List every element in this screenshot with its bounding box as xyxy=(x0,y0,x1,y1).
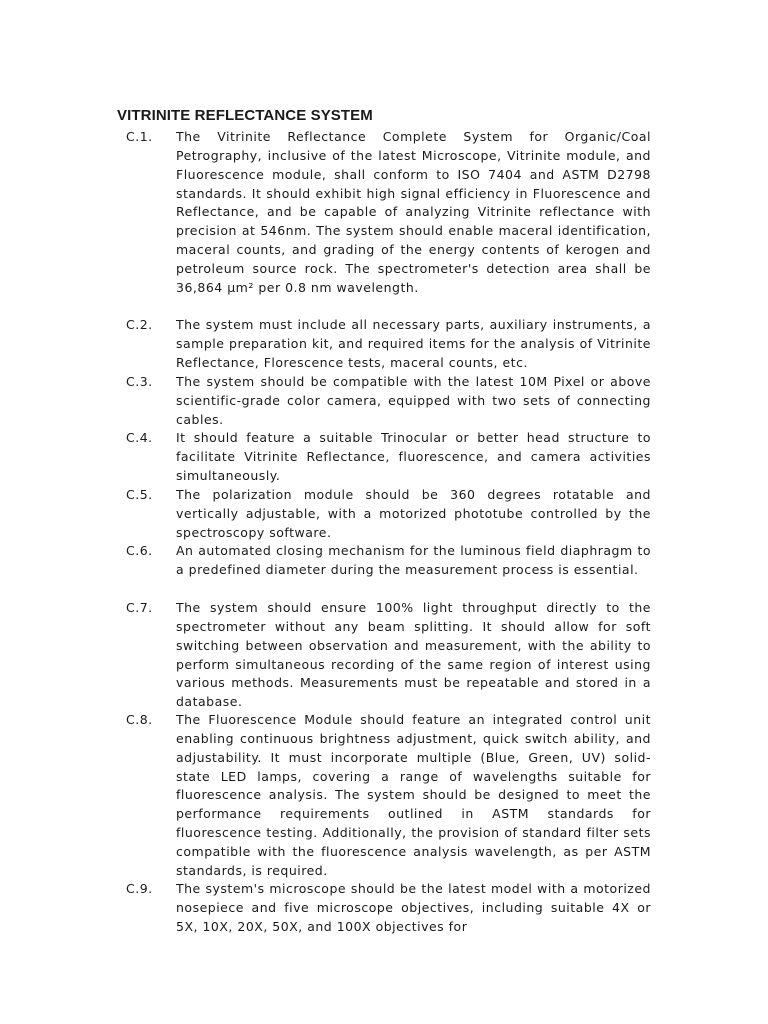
item-number: C.6. xyxy=(126,543,153,558)
item-text: The polarization module should be 360 degrees rotatable and vertically adjustable, with a motorized phototube controlled by the spectroscopy software. xyxy=(176,487,651,540)
item-number: C.8. xyxy=(126,712,153,727)
item-number: C.9. xyxy=(126,881,153,896)
item-text: An automated closing mechanism for the luminous field diaphragm to a predefined diameter during the measurement process is essential. xyxy=(176,543,651,577)
item-number: C.1. xyxy=(126,129,153,144)
item-number: C.7. xyxy=(126,600,153,615)
item-number: C.3. xyxy=(126,374,153,389)
item-number: C.4. xyxy=(126,430,153,445)
document-title: VITRINITE REFLECTANCE SYSTEM xyxy=(117,107,373,124)
item-text: The system must include all necessary parts, auxiliary instruments, a sample preparation kit, and required items for the analysis of Vitrinite Reflectance, Florescence tests, maceral counts, etc. xyxy=(176,317,651,370)
item-text: It should feature a suitable Trinocular or better head structure to facilitate Vitrinite Reflectance, fluorescence, and camera activities simultaneously. xyxy=(176,430,651,483)
item-text: The Vitrinite Reflectance Complete System for Organic/Coal Petrography, inclusive of the latest Microscope, Vitrinite module, and Fluorescence module, shall conform to ISO 7404 and ASTM D2798 standards. It should exhibit high signal efficiency in Fluorescence and Reflectance, and be capable of analyzing Vitrinite reflectance with precision at 546nm. The system should enable maceral identification, maceral counts, and grading of the energy contents of kerogen and petroleum source rock. The spectrometer's detection area shall be 36,864 µm² per 0.8 nm wavelength. xyxy=(176,129,651,295)
item-text: The system should be compatible with the latest 10M Pixel or above scientific-grade color camera, equipped with two sets of connecting cables. xyxy=(176,374,651,427)
item-number: C.2. xyxy=(126,317,153,332)
item-number: C.5. xyxy=(126,487,153,502)
item-text: The Fluorescence Module should feature an integrated control unit enabling continuous brightness adjustment, quick switch ability, and adjustability. It must incorporate multiple (Blue, Green, UV) solid-state LED lamps, covering a range of wavelengths suitable for fluorescence analysis. The system should be designed to meet the performance requirements outlined in ASTM standards for fluorescence testing. Additionally, the provision of standard filter sets compatible with the fluorescence analysis wavelength, as per ASTM standards, is required. xyxy=(176,712,651,878)
item-text: The system should ensure 100% light throughput directly to the spectrometer without any beam splitting. It should allow for soft switching between observation and measurement, with the ability to perform simultaneous recording of the same region of interest using various methods. Measurements must be repeatable and stored in a database. xyxy=(176,600,651,710)
item-text: The system's microscope should be the latest model with a motorized nosepiece and five microscope objectives, including suitable 4X or 5X, 10X, 20X, 50X, and 100X objectives for xyxy=(176,881,651,934)
